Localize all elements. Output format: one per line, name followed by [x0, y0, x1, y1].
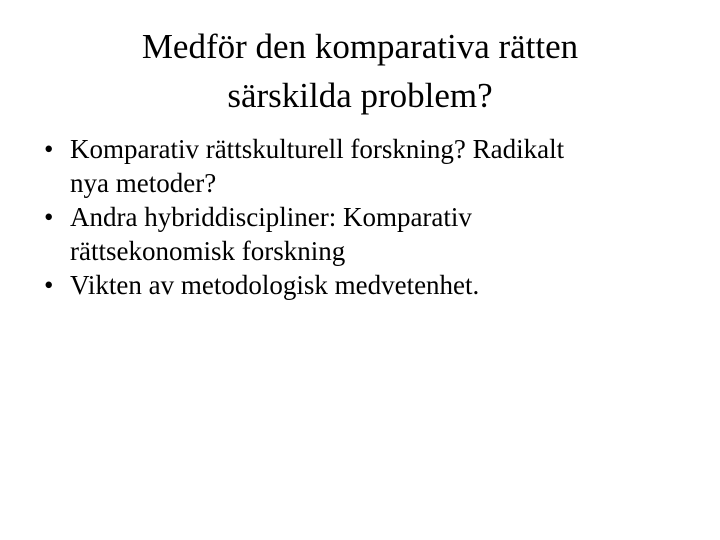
bullet-item-3: [44, 268, 694, 302]
bullet-item-3-line-1: Vikten av metodologisk medvetenhet.: [70, 270, 480, 300]
slide-title-line-2: särskilda problem?: [227, 76, 493, 115]
bullet-marker: •: [44, 202, 54, 232]
bullet-item-2: [44, 200, 694, 268]
bullet-item-2-line-2: rättsekonomisk forskning: [70, 236, 346, 266]
slide-title-line-1: Medför den komparativa rätten: [141, 27, 579, 66]
bullet-item-2-line-1: Andra hybriddiscipliner: Komparativ: [70, 202, 472, 232]
bullet-item-1: [44, 132, 694, 200]
bullet-item-1-line-2: nya metoder?: [70, 168, 217, 198]
bullet-marker: •: [44, 134, 54, 164]
bullet-item-1-line-1: Komparativ rättskulturell forskning? Radikalt: [70, 134, 565, 164]
bullet-marker: •: [44, 270, 54, 300]
bullet-list: [44, 132, 694, 302]
slide-title: [60, 22, 660, 120]
